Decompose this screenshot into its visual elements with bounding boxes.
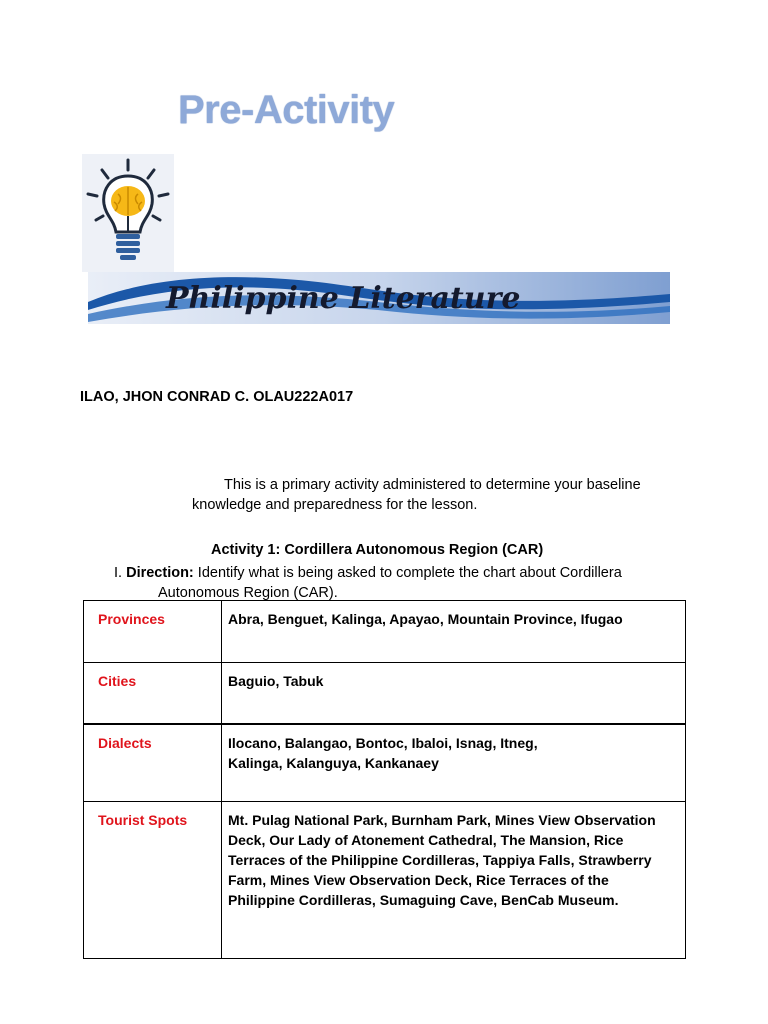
philippine-literature-banner <box>88 272 670 324</box>
intro-paragraph: This is a primary activity administered to determine your baseline knowledge and preparedness for the lesson. <box>192 477 641 513</box>
table-row <box>84 724 686 802</box>
row-value-line-1: Ilocano, Balangao, Bontoc, Ibaloi, Isnag, Itneg, <box>228 735 538 751</box>
direction-text <box>114 563 654 603</box>
table-row <box>84 601 686 663</box>
row-value: Baguio, Tabuk <box>222 663 686 725</box>
table-row <box>84 802 686 959</box>
row-label: Cities <box>84 663 222 725</box>
activity-heading: Activity 1: Cordillera Autonomous Region (CAR) <box>211 542 544 558</box>
row-label: Provinces <box>84 601 222 663</box>
page-title: Pre-Activity <box>178 88 395 132</box>
direction-label: Direction: <box>126 565 194 581</box>
student-name: ILAO, JHON CONRAD C. OLAU222A017 <box>80 389 354 405</box>
row-value <box>222 724 686 802</box>
row-label: Dialects <box>84 724 222 802</box>
row-value-line-2: Kalinga, Kalanguya, Kankanaey <box>228 755 439 771</box>
lightbulb-brain-icon <box>82 154 174 272</box>
banner-text: Philippine Literature <box>166 281 521 316</box>
row-label: Tourist Spots <box>84 802 222 959</box>
row-value: Abra, Benguet, Kalinga, Apayao, Mountain Province, Ifugao <box>222 601 686 663</box>
direction-line-1: Identify what is being asked to complete the chart about Cordillera <box>193 565 622 581</box>
direction-prefix: I. <box>114 565 127 581</box>
table-row <box>84 663 686 725</box>
direction-line-2: Autonomous Region (CAR). <box>158 585 338 601</box>
car-chart-table <box>83 600 686 959</box>
row-value: Mt. Pulag National Park, Burnham Park, Mines View Observation Deck, Our Lady of Atonement Cathedral, The Mansion, Rice Terraces of the Philippine Cordilleras, Tappiya Falls, Strawberry Farm, Mines View Observation Deck, Rice Terraces of the Philippine Cordilleras, Sumaguing Cave, BenCab Museum. <box>222 802 686 959</box>
